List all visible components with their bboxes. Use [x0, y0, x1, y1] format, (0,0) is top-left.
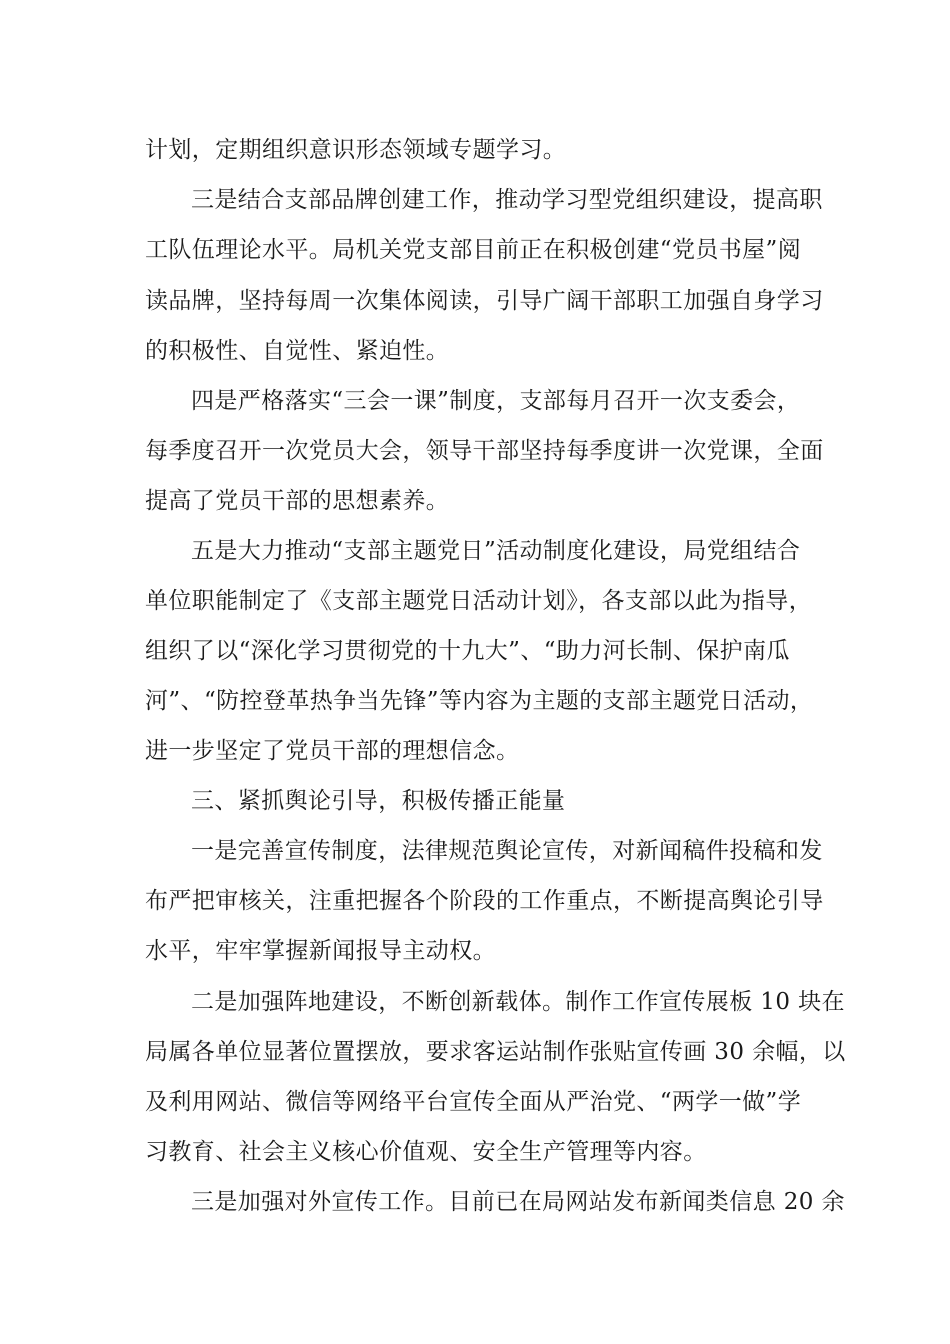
paragraph-first-line: 二是加强阵地建设，不断创新载体。制作工作宣传展板 10 块在 — [191, 989, 845, 1015]
text-line: 进一步坚定了党员干部的理想信念。 — [145, 738, 520, 764]
text-line: 单位职能制定了《支部主题党日活动计划》，各支部以此为指导， — [145, 588, 813, 614]
section-heading: 三、紧抓舆论引导，积极传播正能量 — [191, 788, 566, 814]
text-line: 习教育、社会主义核心价值观、安全生产管理等内容。 — [145, 1139, 707, 1165]
text-line: 读品牌，坚持每周一次集体阅读，引导广阔干部职工加强自身学习 — [145, 288, 824, 314]
text-line: 每季度召开一次党员大会，领导干部坚持每季度讲一次党课，全面 — [145, 438, 824, 464]
text-line: 水平，牢牢掌握新闻报导主动权。 — [145, 938, 496, 964]
text-line: 布严把审核关，注重把握各个阶段的工作重点，不断提高舆论引导 — [145, 888, 824, 914]
text-line: 组织了以“深化学习贯彻党的十九大”、“助力河长制、保护南瓜 — [145, 638, 790, 664]
text-line: 提高了党员干部的思想素养。 — [145, 488, 450, 514]
paragraph-first-line: 三是结合支部品牌创建工作，推动学习型党组织建设，提高职 — [191, 187, 823, 213]
paragraph-first-line: 三是加强对外宣传工作。目前已在局网站发布新闻类信息 20 余 — [191, 1189, 845, 1215]
text-line: 计划，定期组织意识形态领域专题学习。 — [145, 137, 567, 163]
paragraph-first-line: 一是完善宣传制度，法律规范舆论宣传，对新闻稿件投稿和发 — [191, 838, 823, 864]
paragraph-first-line: 四是严格落实“三会一课”制度，支部每月召开一次支委会， — [191, 388, 801, 414]
text-line: 河”、“防控登革热争当先锋”等内容为主题的支部主题党日活动， — [145, 688, 814, 714]
text-line: 的积极性、自觉性、紧迫性。 — [145, 338, 450, 364]
text-line: 及利用网站、微信等网络平台宣传全面从严治党、“两学一做”学 — [145, 1089, 802, 1115]
text-line: 局属各单位显著位置摆放，要求客运站制作张贴宣传画 30 余幅，以 — [145, 1039, 846, 1065]
paragraph-first-line: 五是大力推动“支部主题党日”活动制度化建设，局党组结合 — [191, 538, 801, 564]
text-line: 工队伍理论水平。局机关党支部目前正在积极创建“党员书屋”阅 — [145, 237, 802, 263]
